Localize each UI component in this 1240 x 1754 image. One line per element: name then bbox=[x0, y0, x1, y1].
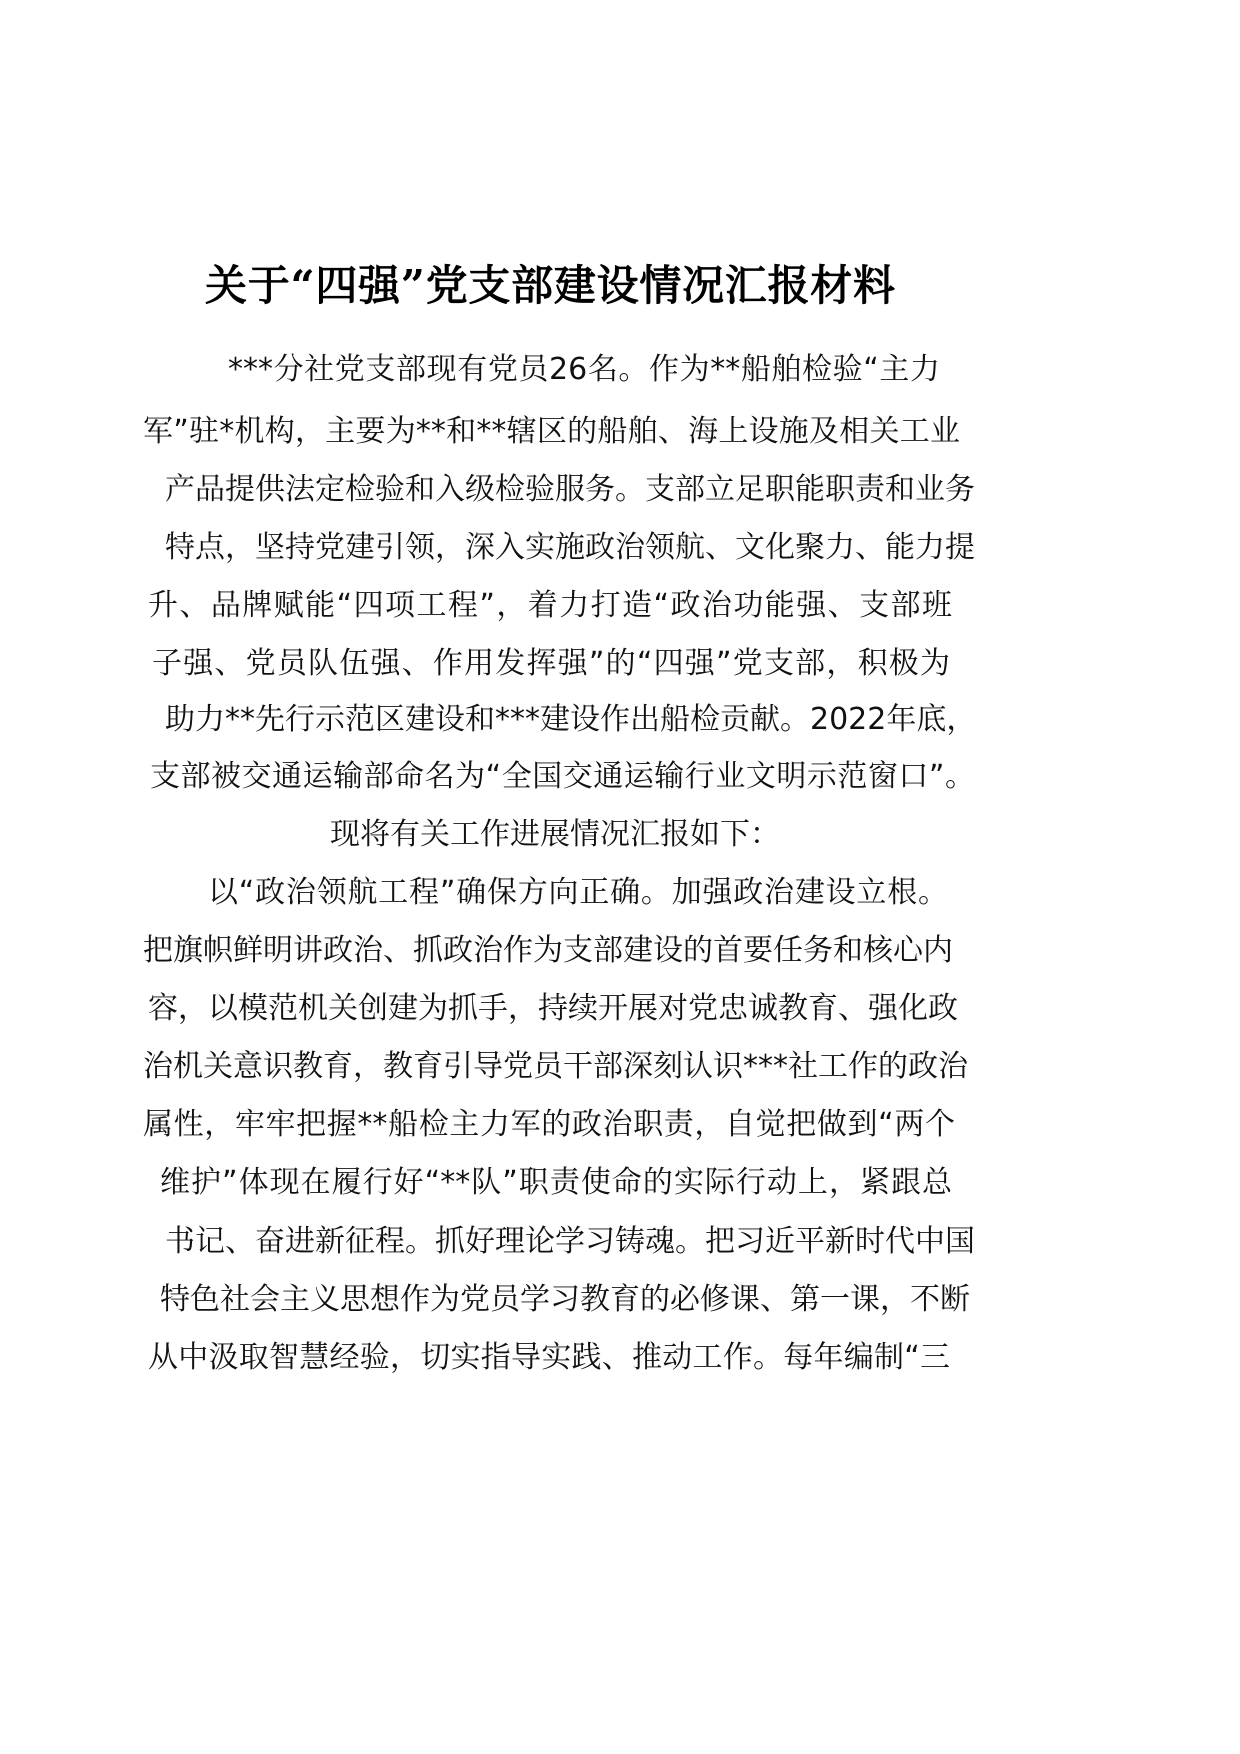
text-line: ***分社党支部现有党员26名。作为**船舶检验“主力 bbox=[228, 352, 940, 387]
text-line: 从中汲取智慧经验，切实指导实践、推动工作。每年编制“三 bbox=[148, 1340, 950, 1375]
text-line: 特点，坚持党建引领，深入实施政治领航、文化聚力、能力提 bbox=[165, 530, 975, 565]
text-line: 助力**先行示范区建设和***建设作出船检贡献。2022年底， bbox=[165, 702, 977, 737]
text-line: 现将有关工作进展情况汇报如下： bbox=[330, 817, 780, 852]
text-line: 支部被交通运输部命名为“全国交通运输行业文明示范窗口”。 bbox=[150, 759, 975, 794]
text-line: 维护”体现在履行好“**队”职责使命的实际行动上，紧跟总 bbox=[160, 1165, 952, 1200]
text-line: 属性，牢牢把握**船检主力军的政治职责，自觉把做到“两个 bbox=[143, 1107, 955, 1142]
text-line: 子强、党员队伍强、作用发挥强”的“四强”党支部，积极为 bbox=[152, 646, 950, 681]
text-line: 治机关意识教育，教育引导党员干部深刻认识***社工作的政治 bbox=[143, 1049, 968, 1084]
document-title: 关于“四强”党支部建设情况汇报材料 bbox=[205, 261, 895, 310]
text-line: 军”驻*机构，主要为**和**辖区的船舶、海上设施及相关工业 bbox=[143, 414, 960, 449]
text-line: 升、品牌赋能“四项工程”，着力打造“政治功能强、支部班 bbox=[148, 588, 952, 623]
text-line: 书记、奋进新征程。抓好理论学习铸魂。把习近平新时代中国 bbox=[165, 1224, 975, 1259]
text-line: 产品提供法定检验和入级检验服务。支部立足职能职责和业务 bbox=[165, 472, 975, 507]
text-line: 以“政治领航工程”确保方向正确。加强政治建设立根。 bbox=[208, 875, 948, 910]
text-line: 特色社会主义思想作为党员学习教育的必修课、第一课，不断 bbox=[160, 1282, 970, 1317]
text-line: 把旗帜鲜明讲政治、抓政治作为支部建设的首要任务和核心内 bbox=[143, 933, 953, 968]
text-line: 容，以模范机关创建为抓手，持续开展对党忠诚教育、强化政 bbox=[148, 991, 958, 1026]
